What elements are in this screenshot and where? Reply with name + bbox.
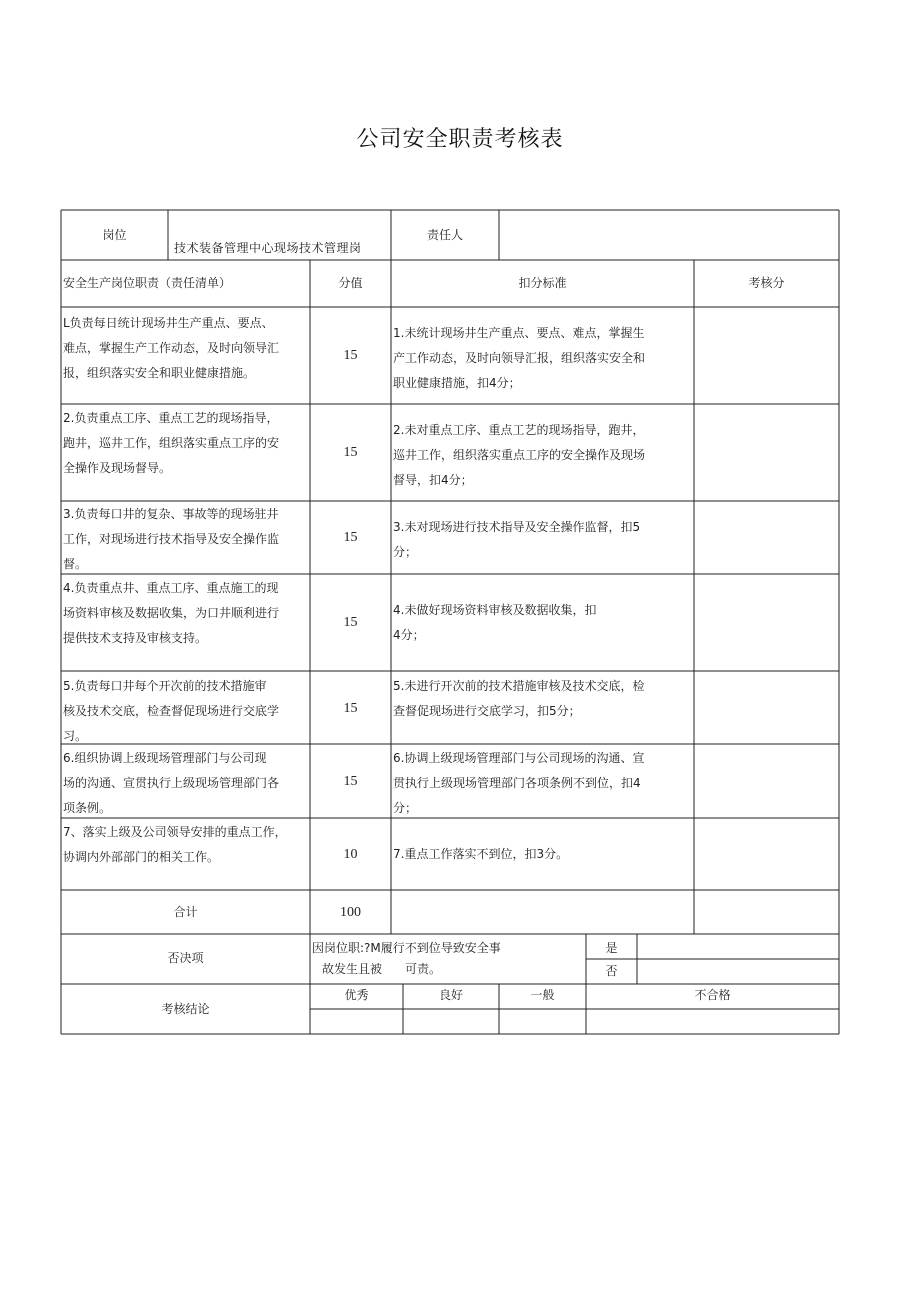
column-header-deduction: 扣分标准 — [518, 276, 567, 290]
conclusion-excellent: 优秀 — [344, 988, 369, 1002]
duty-cell: 2.负责重点工序、重点工艺的现场指导， 跑井，巡井工作，组织落实重点工序的安 全操作及现场督导。 — [63, 411, 280, 475]
deduction-cell: 5.未进行开次前的技术措施审核及技术交底，检 查督促现场进行交底学习，扣5分； — [393, 679, 645, 718]
total-label: 合计 — [173, 905, 198, 919]
post-label: 岗位 — [102, 228, 127, 242]
conclusion-average: 一般 — [530, 988, 555, 1002]
veto-text-line1: 因岗位职:?M履行不到位导致安全事 — [312, 941, 501, 955]
score-cell: 15 — [343, 615, 358, 630]
conclusion-good: 良好 — [438, 988, 463, 1002]
column-header-duty: 安全生产岗位职责（责任清单） — [63, 276, 232, 290]
total-score: 100 — [340, 905, 361, 920]
deduction-cell: 7.重点工作落实不到位，扣3分。 — [393, 847, 569, 861]
deduction-cell: 4.未做好现场资料审核及数据收集，扣 4分； — [393, 603, 597, 642]
duty-cell: 3.负责每口井的复杂、事故等的现场驻井 工作，对现场进行技术指导及安全操作监 督。 — [63, 507, 280, 571]
deduction-cell: 3.未对现场进行技术指导及安全操作监督，扣5 分； — [393, 520, 641, 559]
duty-cell: L负责每日统计现场井生产重点、要点、 难点，掌握生产工作动态，及时向领导汇 报，组织落实安全和职业健康措施。 — [63, 316, 280, 380]
score-cell: 15 — [343, 530, 358, 545]
deduction-cell: 1.未统计现场井生产重点、要点、难点，掌握生 产工作动态，及时向领导汇报，组织落实安全和 职业健康措施，扣4分； — [393, 326, 646, 390]
score-cell: 15 — [343, 701, 358, 716]
duty-cell: 5.负责每口井每个开次前的技术措施审 核及技术交底，检查督促现场进行交底学 习。 — [63, 679, 280, 743]
veto-yes-label: 是 — [605, 941, 618, 955]
score-cell: 15 — [343, 348, 358, 363]
veto-no-box[interactable] — [637, 959, 839, 984]
veto-yes-box[interactable] — [637, 934, 839, 959]
deduction-cell: 2.未对重点工序、重点工艺的现场指导，跑井， 巡井工作，组织落实重点工序的安全操作及现场 督导，扣4分； — [393, 423, 646, 487]
deduction-cell: 6.协调上级现场管理部门与公司现场的沟通、宣 贯执行上级现场管理部门各项条例不到位，扣4 分； — [393, 751, 645, 815]
veto-no-label: 否 — [605, 964, 618, 978]
veto-text-line2b: 可责。 — [405, 962, 442, 976]
veto-text-line2a: 故发生且被 — [322, 962, 383, 976]
responsible-label: 责任人 — [426, 228, 463, 242]
duty-cell: 4.负责重点井、重点工序、重点施工的现 场资料审核及数据收集，为口井顺利进行 提供技术支持及审核支持。 — [63, 581, 280, 645]
column-header-assessment: 考核分 — [748, 276, 785, 290]
conclusion-fail: 不合格 — [694, 988, 731, 1002]
conclusion-label: 考核结论 — [161, 1002, 210, 1016]
score-cell: 10 — [343, 847, 358, 862]
score-cell: 15 — [343, 445, 358, 460]
score-cell: 15 — [343, 774, 358, 789]
page-title: 公司安全职责考核表 — [356, 127, 564, 152]
duty-cell: 7、落实上级及公司领导安排的重点工作， 协调内外部部门的相关工作。 — [63, 825, 287, 864]
veto-label: 否决项 — [167, 951, 204, 965]
column-header-score: 分值 — [338, 276, 363, 290]
duty-cell: 6.组织协调上级现场管理部门与公司现 场的沟通、宣贯执行上级现场管理部门各 项条例。 — [63, 751, 280, 815]
post-value: 技术装备管理中心现场技术管理岗 — [174, 241, 362, 255]
